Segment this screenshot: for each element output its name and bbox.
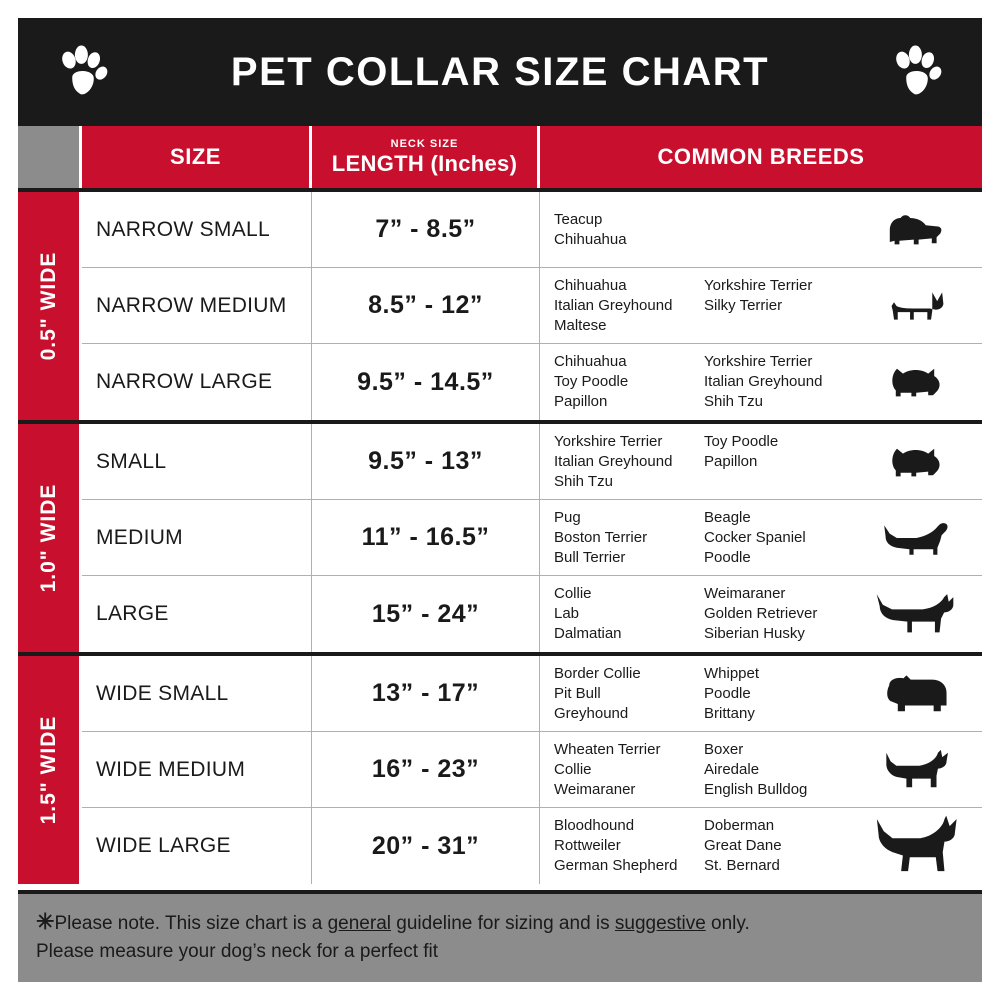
breed-name: Greyhound (554, 704, 629, 722)
breed-column-1 (554, 276, 694, 336)
column-header-length-sub: NECK SIZE (390, 137, 459, 150)
breed-column-1 (554, 584, 694, 644)
breed-column-2 (704, 664, 844, 724)
cell-size: WIDE MEDIUM (82, 732, 312, 807)
column-header-length-main: LENGTH (Inches) (331, 150, 518, 176)
footer-line-2: Please measure your dog’s neck for a perfect fit (36, 941, 439, 962)
breed-name: Doberman (704, 817, 775, 834)
breed-name: Airedale (704, 760, 760, 778)
breed-name: Maltese (554, 316, 607, 334)
breed-column-2 (704, 584, 844, 644)
breed-name: Poodle (704, 684, 751, 702)
table-row (82, 344, 982, 420)
cell-length: 16” - 23” (312, 732, 540, 807)
breed-name: Weimaraner (704, 585, 786, 602)
breed-name: Chihuahua (554, 353, 627, 370)
group-label-0-5-wide (18, 192, 82, 420)
breed-name: Great Dane (704, 837, 782, 854)
cell-breeds (540, 192, 982, 267)
breed-column-2 (704, 816, 844, 876)
size-group-wide (18, 652, 982, 884)
breed-name: German Shepherd (554, 857, 678, 874)
cell-length: 11” - 16.5” (312, 500, 540, 575)
table-row (82, 500, 982, 576)
cell-size: NARROW MEDIUM (82, 268, 312, 343)
breed-name: Pug (554, 508, 581, 526)
group-label-text: 0.5" WIDE (36, 251, 60, 361)
cell-size: NARROW SMALL (82, 192, 312, 267)
breed-name: Italian Greyhound (554, 296, 673, 314)
breed-name: Italian Greyhound (554, 452, 673, 470)
breed-name: Golden Retriever (704, 605, 818, 622)
breed-name: Beagle (704, 508, 751, 526)
footer-underline-suggestive: suggestive (614, 913, 706, 934)
table-row (82, 192, 982, 268)
breed-column-1 (554, 664, 694, 724)
breed-name: Border Collie (554, 664, 641, 682)
breed-name: Weimaraner (554, 780, 636, 798)
breed-column-2 (704, 740, 844, 800)
breed-name: Papillon (554, 393, 608, 410)
breed-name: Siberian Husky (704, 625, 805, 642)
column-header-length (312, 126, 540, 188)
cell-size: MEDIUM (82, 500, 312, 575)
breed-name: Shih Tzu (704, 393, 763, 410)
breed-column-1 (554, 740, 694, 800)
breed-name: Dalmatian (554, 625, 622, 642)
breed-column-2 (704, 508, 844, 568)
cell-breeds (540, 268, 982, 343)
cell-length: 13” - 17” (312, 656, 540, 731)
table-row (82, 576, 982, 652)
small-fluffy-dog-silhouette (858, 210, 978, 250)
cell-breeds (540, 500, 982, 575)
breed-name: Boxer (704, 740, 744, 758)
breed-name: Toy Poodle (554, 373, 629, 390)
header-corner-cell (18, 126, 82, 188)
breed-name: Pit Bull (554, 684, 601, 702)
breed-name: St. Bernard (704, 857, 780, 874)
footer-note (18, 890, 982, 982)
breed-name: Yorkshire Terrier (704, 276, 813, 294)
pomeranian-silhouette (858, 440, 978, 484)
cell-length: 8.5” - 12” (312, 268, 540, 343)
pomeranian-silhouette (858, 360, 978, 404)
breed-name: Boston Terrier (554, 528, 648, 546)
cell-length: 15” - 24” (312, 576, 540, 652)
group-label-1-0-wide (18, 424, 82, 652)
footer-text-b: guideline for sizing and is (391, 913, 615, 934)
column-header-breeds: COMMON BREEDS (540, 126, 982, 188)
breed-name: Bloodhound (554, 817, 635, 834)
retriever-silhouette (858, 591, 978, 637)
table-row (82, 424, 982, 500)
cell-breeds (540, 576, 982, 652)
table-row (82, 808, 982, 884)
breed-column-2 (704, 210, 844, 250)
cell-length: 7” - 8.5” (312, 192, 540, 267)
breed-name: Chihuahua (554, 230, 627, 248)
breed-name: Cocker Spaniel (704, 528, 806, 546)
cell-breeds (540, 344, 982, 420)
cell-length: 9.5” - 14.5” (312, 344, 540, 420)
breed-name: Bull Terrier (554, 548, 626, 566)
table-row (82, 656, 982, 732)
cell-size: SMALL (82, 424, 312, 499)
breed-column-2 (704, 352, 844, 412)
breed-name: Teacup (554, 210, 603, 228)
breed-name: Poodle (704, 548, 751, 566)
group-label-text: 1.5" WIDE (36, 715, 60, 825)
breed-name: Rottweiler (554, 837, 621, 854)
size-table (18, 126, 982, 890)
paw-print-icon (890, 45, 944, 99)
cell-breeds (540, 808, 982, 884)
table-header-row (18, 126, 982, 188)
breed-name: Lab (554, 605, 580, 622)
bulldog-silhouette (858, 670, 978, 718)
footer-underline-general: general (327, 913, 391, 934)
paw-print-icon (56, 45, 110, 99)
breed-name: Wheaten Terrier (554, 740, 661, 758)
chart-title-bar (18, 18, 982, 126)
cell-length: 20” - 31” (312, 808, 540, 884)
table-row (82, 268, 982, 344)
breed-name: Collie (554, 585, 592, 602)
breed-name: Yorkshire Terrier (704, 353, 813, 370)
group-label-text: 1.0" WIDE (36, 483, 60, 593)
cell-size: WIDE LARGE (82, 808, 312, 884)
footer-line-1 (36, 908, 964, 938)
breed-name: Brittany (704, 704, 755, 722)
breed-column-2 (704, 276, 844, 336)
table-row (82, 732, 982, 808)
doberman-silhouette (858, 814, 978, 878)
page-title: PET COLLAR SIZE CHART (230, 49, 770, 94)
breed-column-1 (554, 432, 694, 492)
size-group-narrow (18, 188, 982, 420)
boxer-silhouette (858, 745, 978, 795)
chihuahua-silhouette (858, 286, 978, 326)
cell-size: LARGE (82, 576, 312, 652)
breed-name: Italian Greyhound (704, 373, 823, 390)
cell-size: NARROW LARGE (82, 344, 312, 420)
breed-name: Chihuahua (554, 276, 627, 294)
size-group-standard (18, 420, 982, 652)
breed-column-1 (554, 816, 694, 876)
breed-name: Shih Tzu (554, 472, 613, 490)
footer-text-c: only. (705, 913, 750, 934)
breed-column-1 (554, 352, 694, 412)
breed-name: English Bulldog (704, 780, 808, 798)
chart-frame (18, 18, 982, 982)
cell-breeds (540, 656, 982, 731)
breed-name: Silky Terrier (704, 296, 783, 314)
breed-name: Toy Poodle (704, 432, 779, 450)
asterisk-icon: ✳ (36, 909, 55, 934)
breed-name: Papillon (704, 452, 758, 470)
column-header-size: SIZE (82, 126, 312, 188)
cell-length: 9.5” - 13” (312, 424, 540, 499)
footer-text-a: Please note. This size chart is a (54, 913, 328, 934)
breed-column-1 (554, 210, 694, 250)
cell-size: WIDE SMALL (82, 656, 312, 731)
beagle-silhouette (858, 517, 978, 559)
breed-name: Yorkshire Terrier (554, 432, 663, 450)
group-label-1-5-wide (18, 656, 82, 884)
breed-name: Collie (554, 760, 592, 778)
breed-name: Whippet (704, 664, 760, 682)
cell-breeds (540, 732, 982, 807)
breed-column-1 (554, 508, 694, 568)
cell-breeds (540, 424, 982, 499)
breed-column-2 (704, 432, 844, 492)
